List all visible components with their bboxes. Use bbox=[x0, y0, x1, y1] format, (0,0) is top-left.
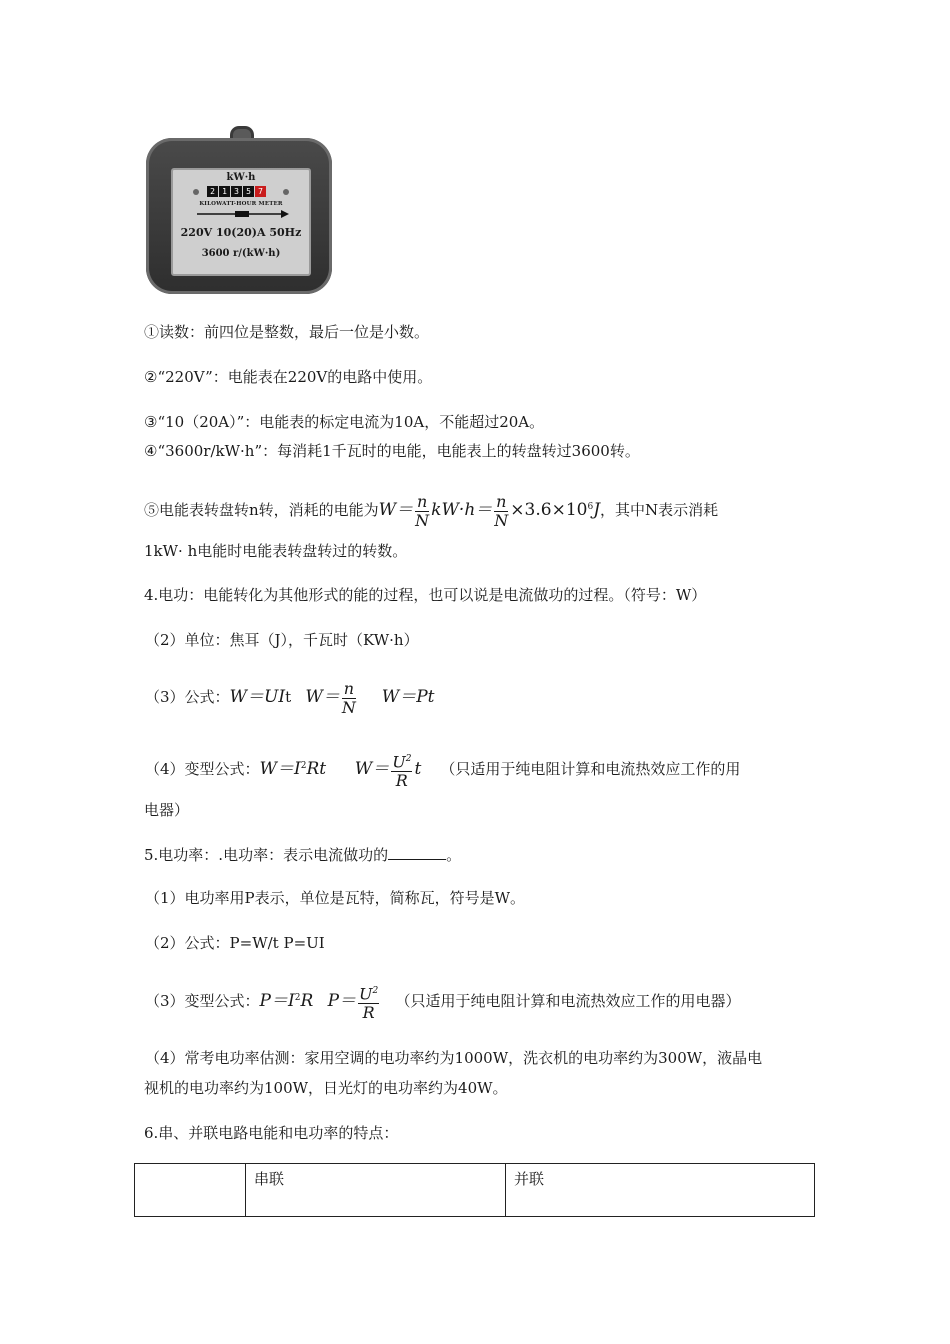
formula-exponent: 2 bbox=[372, 985, 379, 996]
work-unit: （2）单位：焦耳（J），千瓦时（KW·h） bbox=[145, 631, 419, 649]
formula-exponent: 2 bbox=[405, 753, 412, 764]
fraction-numerator bbox=[391, 750, 412, 772]
meter-brand: KILOWATT-HOUR METER bbox=[199, 201, 283, 207]
formula-w-i: W＝I bbox=[259, 759, 301, 779]
note-energy-text: ⑤电能表转盘转n转，消耗的电能为 bbox=[144, 501, 379, 519]
comparison-table bbox=[134, 1163, 815, 1217]
formula-t: t bbox=[285, 688, 292, 706]
fraction-u2-over-R bbox=[391, 750, 412, 790]
power-variant-label: （3）变型公式： bbox=[145, 992, 260, 1010]
power-title-text: 5.电功率：.电功率：表示电流做功的 bbox=[144, 846, 389, 864]
formula-exponent: 6 bbox=[587, 502, 594, 512]
formula-exponent: 2 bbox=[294, 993, 301, 1003]
fraction-n-over-N bbox=[342, 680, 356, 717]
fraction-n-over-N bbox=[494, 493, 508, 530]
meter-unit: kW·h bbox=[226, 172, 256, 183]
meter-screw-left-icon bbox=[193, 189, 199, 195]
meter-digit: 1 bbox=[219, 186, 230, 197]
fraction-numerator: n bbox=[496, 491, 507, 511]
fraction-n-over-N bbox=[415, 493, 429, 530]
meter-body bbox=[146, 138, 332, 294]
note-reading: ①读数：前四位是整数，最后一位是小数。 bbox=[144, 323, 430, 341]
work-formula-label: （3）公式： bbox=[145, 688, 230, 706]
fraction-denominator: N bbox=[341, 697, 356, 717]
formula-exponent: 2 bbox=[300, 761, 307, 771]
note-energy-text-end: ，其中N表示消耗 bbox=[600, 501, 719, 519]
power-definition: （1）电功率用P表示，单位是瓦特，简称瓦，符号是W。 bbox=[145, 889, 526, 907]
formula-rt: Rt bbox=[306, 759, 327, 779]
table-header-cell bbox=[135, 1164, 246, 1217]
fraction-denominator: R bbox=[395, 771, 408, 791]
section6-title: 6.串、并联电路电能和电功率的特点： bbox=[144, 1124, 399, 1142]
power-estimates: （4）常考电功率估测：家用空调的电功率约为1000W，洗衣机的电功率约为300W，液晶电 bbox=[145, 1049, 763, 1067]
meter-digit: 2 bbox=[207, 186, 218, 197]
formula-r: R bbox=[300, 991, 314, 1011]
fill-in-blank bbox=[388, 845, 446, 860]
note-energy-cont: 1kW· h电能时电能表转盘转过的转数。 bbox=[144, 542, 408, 560]
meter-digits bbox=[207, 186, 267, 197]
note-voltage: ②“220V”：电能表在220V的电路中使用。 bbox=[144, 368, 433, 386]
fraction-denominator: R bbox=[362, 1003, 375, 1023]
formula-w-ui: W＝UI bbox=[229, 687, 286, 707]
formula-p-i: P＝I bbox=[259, 991, 295, 1011]
table-row bbox=[135, 1164, 815, 1217]
formula-t: t bbox=[414, 759, 422, 779]
power-estimates-cont: 视机的电功率约为100W，日光灯的电功率约为40W。 bbox=[144, 1079, 508, 1097]
fraction-denominator: N bbox=[415, 510, 430, 530]
formula-kwh: kW·h＝ bbox=[431, 500, 493, 520]
formula-w-eq: W＝ bbox=[378, 500, 414, 520]
fraction-denominator: N bbox=[494, 510, 509, 530]
table-header-parallel: 并联 bbox=[506, 1164, 815, 1217]
work-variant-note-cont: 电器） bbox=[144, 801, 190, 819]
meter-digit: 3 bbox=[231, 186, 242, 197]
note-energy-formula bbox=[144, 488, 718, 530]
table-header-series: 串联 bbox=[246, 1164, 506, 1217]
work-title: 4.电功：电能转化为其他形式的能的过程，也可以说是电流做功的过程。（符号：W） bbox=[144, 586, 707, 604]
meter-screw-right-icon bbox=[283, 189, 289, 195]
formula-w-eq: W＝ bbox=[354, 759, 390, 779]
meter-digit: 5 bbox=[243, 186, 254, 197]
work-variant bbox=[145, 746, 740, 790]
formula-u: U bbox=[392, 752, 406, 772]
meter-spec: 220V 10(20)A 50Hz bbox=[180, 226, 302, 239]
formula-w-pt: W＝Pt bbox=[381, 687, 435, 707]
formula-u: U bbox=[359, 984, 373, 1004]
meter-rotation-arrow-icon bbox=[195, 210, 289, 218]
work-variant-note: （只适用于纯电阻计算和电流热效应工作的用 bbox=[440, 760, 741, 778]
fraction-numerator bbox=[358, 982, 379, 1004]
fraction-u2-over-R bbox=[358, 982, 379, 1022]
power-title bbox=[144, 845, 461, 865]
work-variant-label: （4）变型公式： bbox=[145, 760, 260, 778]
fraction-numerator: n bbox=[343, 678, 355, 698]
power-variant-note: （只适用于纯电阻计算和电流热效应工作的用电器） bbox=[395, 992, 741, 1010]
meter-face bbox=[171, 168, 311, 276]
formula-w-eq: W＝ bbox=[305, 687, 340, 707]
formula-unit-j: J bbox=[593, 500, 601, 520]
meter-digit-decimal: 7 bbox=[255, 186, 266, 197]
work-formula bbox=[145, 678, 434, 717]
note-revolutions: ④“3600r/kW·h”：每消耗1千瓦时的电能，电能表上的转盘转过3600转。 bbox=[144, 442, 640, 460]
note-current: ③“10（20A）”：电能表的标定电流为10A，不能超过20A。 bbox=[144, 413, 545, 431]
fraction-numerator: n bbox=[417, 491, 428, 511]
power-formula: （2）公式：P=W/t P=UI bbox=[145, 934, 325, 952]
meter-revolutions: 3600 r/(kW·h) bbox=[201, 248, 281, 259]
power-title-end: 。 bbox=[446, 846, 462, 864]
formula-p-eq: P＝ bbox=[327, 991, 357, 1011]
formula-times: ×3.6×10 bbox=[510, 500, 588, 520]
electricity-meter-image bbox=[146, 126, 332, 294]
power-variant bbox=[145, 978, 741, 1022]
